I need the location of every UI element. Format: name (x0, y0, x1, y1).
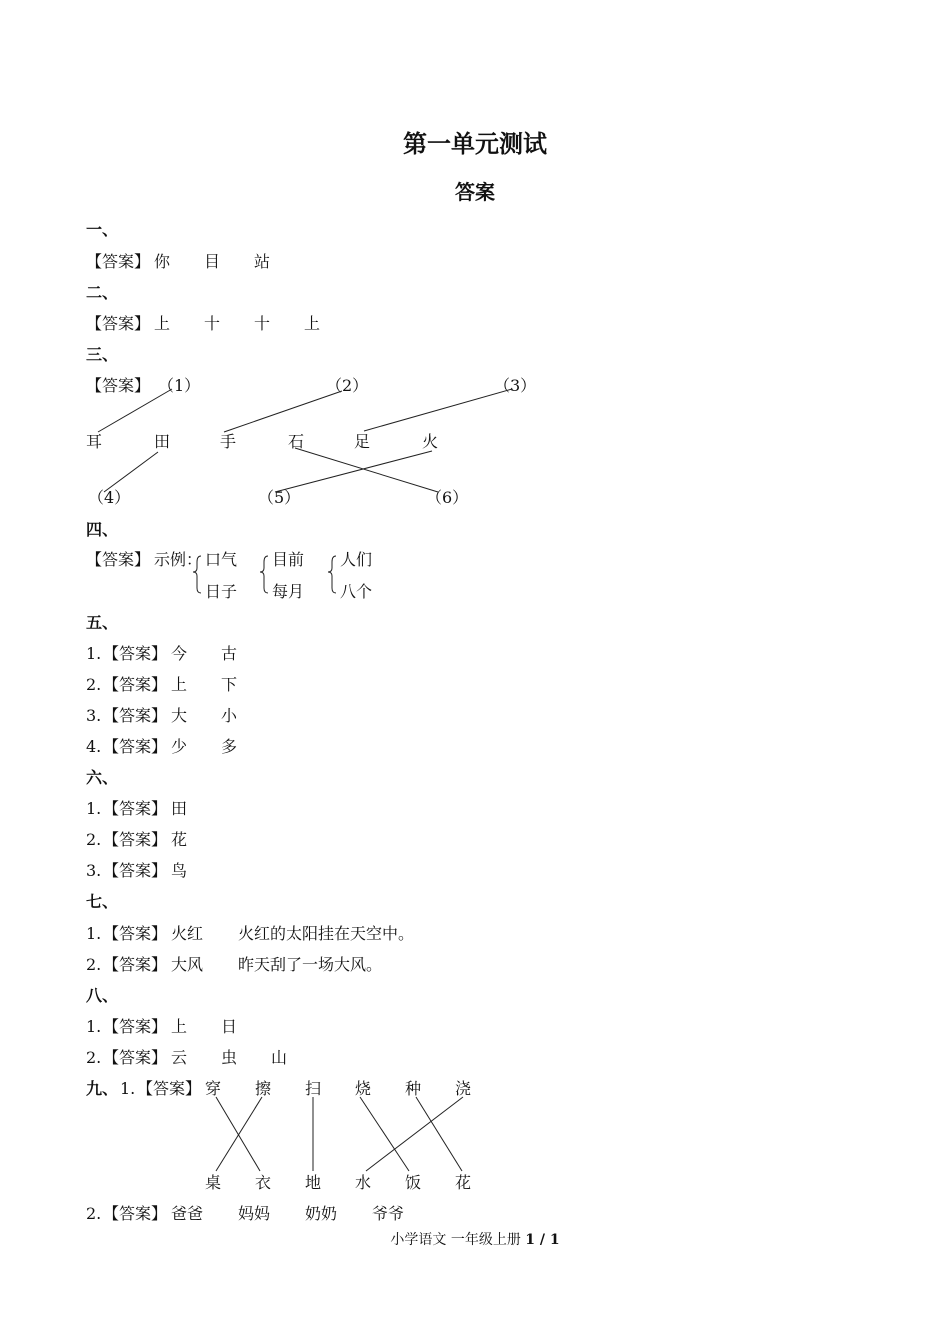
item-number: 2. (86, 1048, 102, 1067)
picture-number: （1） (158, 376, 201, 395)
item-number: 1. (120, 1079, 136, 1098)
character: 足 (354, 432, 371, 451)
answer-value: 虫 (221, 1048, 238, 1067)
section-heading-7: 七、 (86, 892, 119, 911)
answer-value: 田 (171, 799, 188, 818)
page-title: 第一单元测试 (403, 130, 547, 158)
section-heading-2: 二、 (86, 283, 119, 302)
answer-value: 花 (171, 830, 188, 849)
match-line (216, 1097, 260, 1171)
answer-value: 大风 (171, 955, 204, 974)
course-name: 小学语文 一年级上册 (390, 1232, 521, 1248)
verb: 扫 (305, 1079, 322, 1098)
brace (328, 556, 336, 593)
item-number: 1. (86, 644, 102, 663)
noun: 桌 (205, 1173, 222, 1192)
match-line (224, 391, 342, 432)
picture-number: （4） (88, 488, 131, 507)
character: 石 (288, 432, 305, 451)
word: 八个 (340, 582, 373, 601)
character: 火 (422, 432, 439, 451)
section-heading-9: 九、 (86, 1079, 119, 1098)
item-number: 2. (86, 1204, 102, 1223)
answer-label: 【答案】 (103, 799, 168, 818)
noun: 地 (305, 1173, 322, 1192)
answer-sentence: 火红的太阳挂在天空中。 (238, 924, 415, 943)
answer-label: 【答案】 (103, 955, 168, 974)
page-subtitle: 答案 (455, 180, 495, 204)
verb: 烧 (355, 1079, 372, 1098)
answer-value: 日 (221, 1017, 238, 1036)
answer-value: 小 (221, 706, 238, 725)
answer-label: 【答案】 (103, 737, 168, 756)
section-heading-4: 四、 (86, 520, 119, 539)
item-number: 1. (86, 924, 102, 943)
match-line (104, 452, 158, 492)
section-heading-6: 六、 (86, 768, 119, 787)
verb: 擦 (255, 1079, 272, 1098)
answer-value: 少 (171, 737, 188, 756)
verb: 浇 (455, 1079, 472, 1098)
answer-sentence: 昨天刮了一场大风。 (238, 955, 383, 974)
answer-label: 【答案】 (137, 1079, 202, 1098)
noun: 花 (455, 1173, 472, 1192)
family-word: 妈妈 (238, 1204, 271, 1223)
section-heading-3: 三、 (86, 345, 119, 364)
picture-number: （5） (258, 488, 301, 507)
page-number: 1 / 1 (525, 1232, 560, 1248)
picture-number: （2） (326, 376, 369, 395)
character: 手 (220, 432, 237, 451)
answer-value: 多 (221, 737, 238, 756)
character: 耳 (86, 432, 103, 451)
item-number: 4. (86, 737, 102, 756)
answer-value: 站 (254, 252, 271, 271)
item-number: 3. (86, 706, 102, 725)
match-line (366, 1097, 463, 1171)
answer-label: 【答案】 (103, 830, 168, 849)
item-number: 2. (86, 830, 102, 849)
word: 人们 (340, 550, 373, 569)
answer-value: 古 (221, 644, 238, 663)
answer-value: 云 (171, 1048, 188, 1067)
family-word: 爷爷 (372, 1204, 405, 1223)
character: 田 (154, 432, 171, 451)
section-heading-5: 五、 (86, 613, 119, 632)
answer-label: 【答案】 (86, 252, 151, 271)
family-word: 奶奶 (305, 1204, 338, 1223)
match-line (416, 1097, 462, 1171)
answer-label: 【答案】 (103, 861, 168, 880)
answer-label: 【答案】 (103, 1048, 168, 1067)
word: 日子 (205, 582, 238, 601)
match-line (295, 448, 438, 492)
answer-label: 【答案】 (103, 1204, 168, 1223)
answer-value: 十 (204, 314, 221, 333)
match-line (360, 1097, 409, 1171)
answer-value: 上 (154, 314, 171, 333)
item-number: 1. (86, 1017, 102, 1036)
example-label: 示例： (154, 550, 203, 569)
picture-number: （6） (426, 488, 469, 507)
brace (260, 556, 268, 593)
answer-label: 【答案】 (86, 550, 151, 569)
answer-value: 鸟 (171, 861, 188, 880)
answer-label: 【答案】 (103, 675, 168, 694)
item-number: 2. (86, 955, 102, 974)
word: 每月 (272, 582, 305, 601)
answer-value: 十 (254, 314, 271, 333)
page-footer (0, 1229, 950, 1249)
answer-label: 【答案】 (103, 1017, 168, 1036)
verb: 种 (405, 1079, 422, 1098)
answer-value: 火红 (171, 924, 204, 943)
picture-number: （3） (494, 376, 537, 395)
answer-value: 你 (154, 252, 171, 271)
answer-label: 【答案】 (86, 314, 151, 333)
answer-label: 【答案】 (103, 644, 168, 663)
match-line (216, 1097, 262, 1171)
noun: 衣 (255, 1173, 272, 1192)
match-line (364, 389, 512, 431)
item-number: 2. (86, 675, 102, 694)
answer-value: 今 (171, 644, 188, 663)
item-number: 3. (86, 861, 102, 880)
section-heading-8: 八、 (86, 986, 119, 1005)
answer-value: 大 (171, 706, 188, 725)
item-number: 1. (86, 799, 102, 818)
answer-value: 上 (304, 314, 321, 333)
answer-value: 山 (271, 1048, 288, 1067)
answer-label: 【答案】 (103, 924, 168, 943)
answer-label: 【答案】 (86, 376, 151, 395)
section-heading-1: 一、 (86, 220, 119, 239)
word: 目前 (272, 550, 305, 569)
answer-label: 【答案】 (103, 706, 168, 725)
answer-value: 目 (204, 252, 221, 271)
family-word: 爸爸 (171, 1204, 204, 1223)
word: 口气 (205, 550, 238, 569)
answer-value: 上 (171, 675, 188, 694)
answer-value: 下 (221, 675, 238, 694)
answer-value: 上 (171, 1017, 188, 1036)
noun: 饭 (405, 1173, 422, 1192)
verb: 穿 (205, 1079, 222, 1098)
noun: 水 (355, 1173, 372, 1192)
match-line (275, 451, 432, 492)
